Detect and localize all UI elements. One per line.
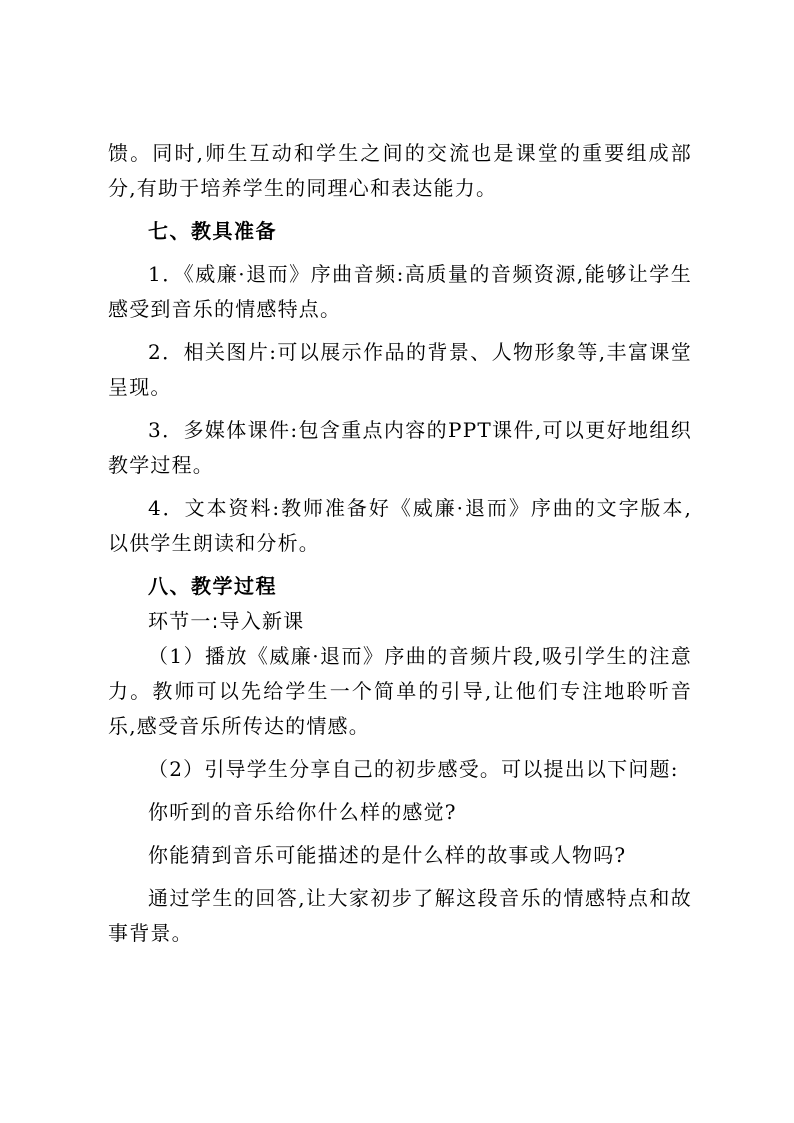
intro-paragraph: 馈。同时,师生互动和学生之间的交流也是课堂的重要组成部分,有助于培养学生的同理心和表达能力。 <box>108 141 692 200</box>
conclusion-paragraph: 通过学生的回答,让大家初步了解这段音乐的情感特点和故事背景。 <box>108 886 692 945</box>
equipment-item-4: 4．文本资料:教师准备好《威廉·退而》序曲的文字版本,以供学生朗读和分析。 <box>108 496 692 555</box>
step-1-paragraph-1: （1）播放《威廉·退而》序曲的音频片段,吸引学生的注意力。教师可以先给学生一个简单的引导,让他们专注地聆听音乐,感受音乐所传达的情感。 <box>108 644 692 738</box>
equipment-item-1: 1．《威廉·退而》序曲音频:高质量的音频资源,能够让学生感受到音乐的情感特点。 <box>108 262 692 321</box>
question-1: 你听到的音乐给你什么样的感觉? <box>148 800 457 824</box>
section-8-heading: 八、教学过程 <box>148 574 277 598</box>
step-1-title: 环节一:导入新课 <box>148 609 305 633</box>
equipment-item-3: 3．多媒体课件:包含重点内容的PPT课件,可以更好地组织教学过程。 <box>108 418 692 477</box>
question-2: 你能猜到音乐可能描述的是什么样的故事或人物吗? <box>148 843 627 867</box>
section-7-heading: 七、教具准备 <box>148 219 277 243</box>
document-page <box>108 136 692 951</box>
equipment-item-2: 2．相关图片:可以展示作品的背景、人物形象等,丰富课堂呈现。 <box>108 340 692 399</box>
step-1-paragraph-2: （2）引导学生分享自己的初步感受。可以提出以下问题: <box>148 757 679 781</box>
